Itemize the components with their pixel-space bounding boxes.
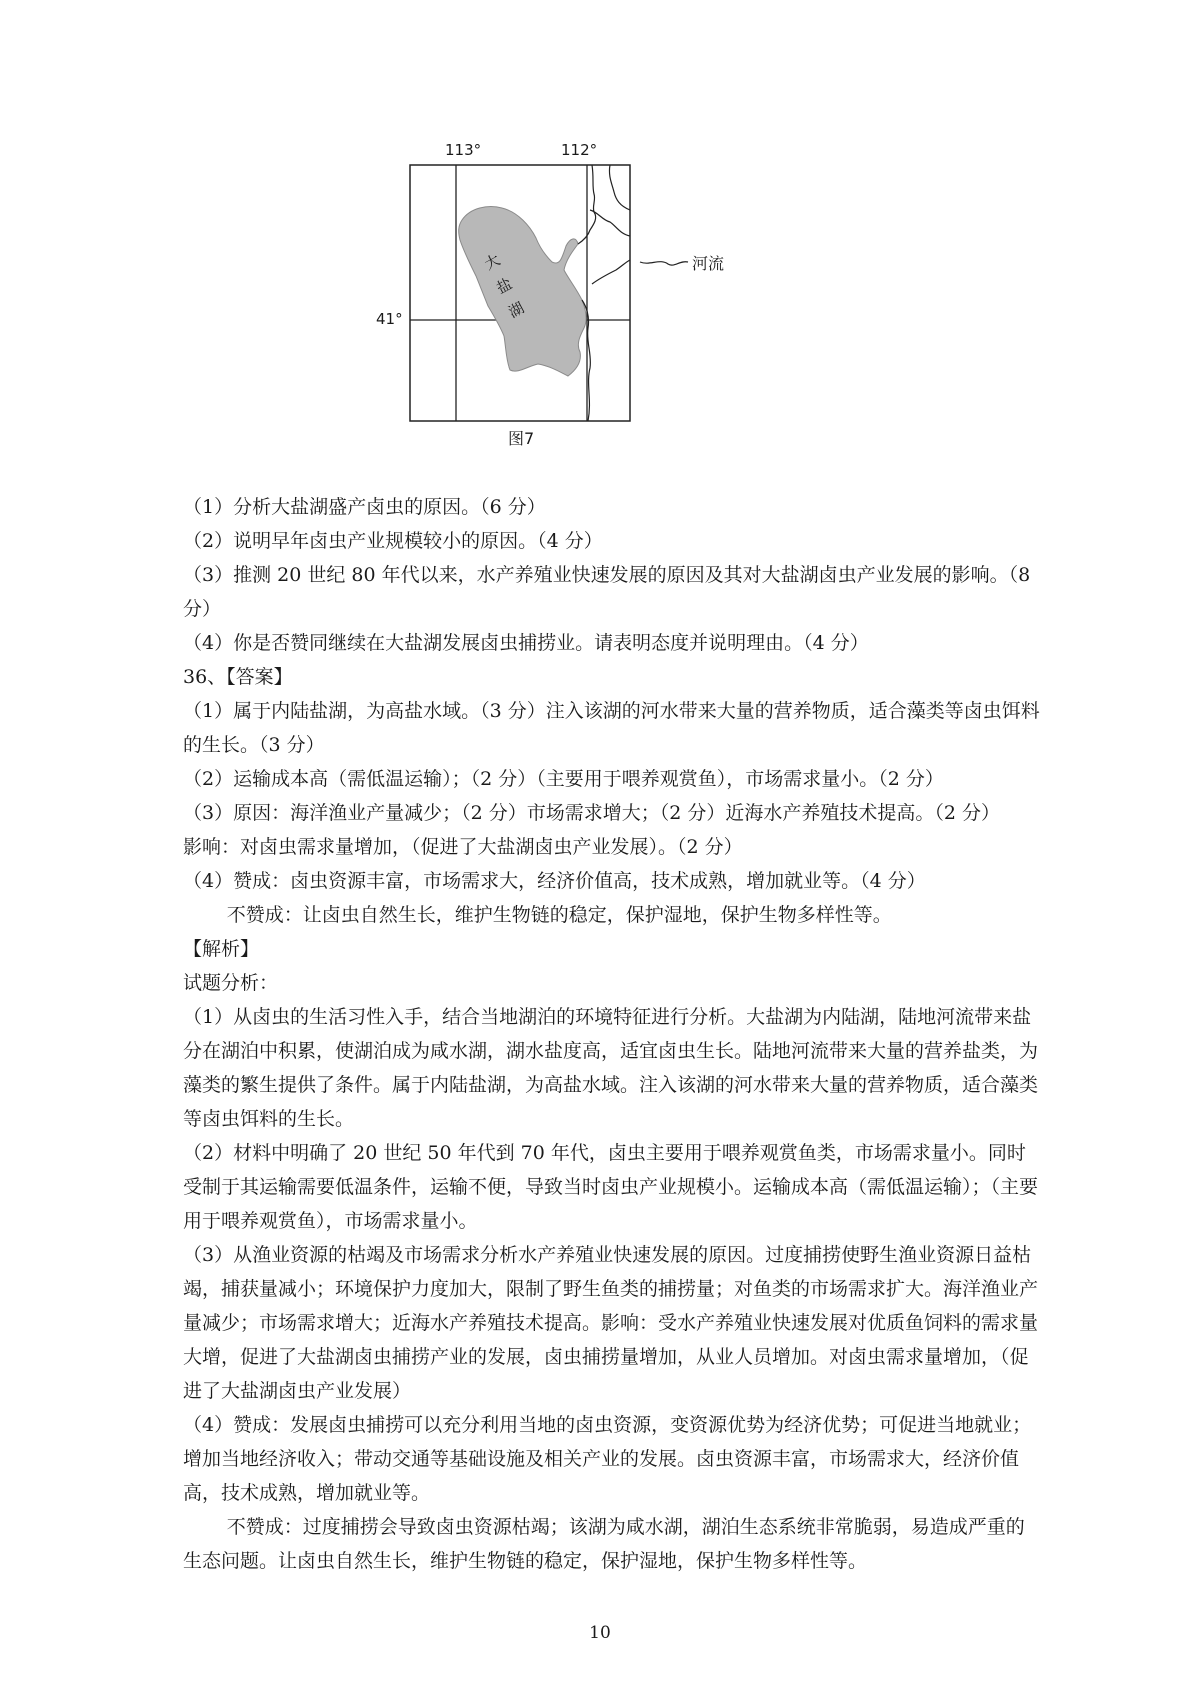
river-legend-label: 河流: [692, 254, 725, 273]
answer-line-3: （3）原因：海洋渔业产量减少；（2 分）市场需求增大；（2 分）近海水产养殖技术提高。（2 分）: [183, 802, 1000, 824]
question-2: （2）说明早年卤虫产业规模较小的原因。（4 分）: [183, 530, 603, 552]
lake-label-char-3: 湖: [505, 298, 528, 322]
analysis-paragraph-4: （4）赞成：发展卤虫捕捞可以充分利用当地的卤虫资源，变资源优势为经济优势；可促进当地就业；增加当地经济收入；带动交通等基础设施及相关产业的发展。卤虫资源丰富，市场需求大，经济价值高，技术成熟，增加就业等。: [183, 1414, 1032, 1504]
latitude-label-41: 41°: [376, 310, 403, 328]
answer-line-6: 不赞成：让卤虫自然生长，维护生物链的稳定，保护湿地，保护生物多样性等。: [226, 904, 892, 926]
great-salt-lake-map: [410, 140, 790, 485]
question-3: （3）推测 20 世纪 80 年代以来，水产养殖业快速发展的原因及其对大盐湖卤虫产业发展的影响。（8 分）: [183, 564, 1031, 620]
answer-line-1: （1）属于内陆盐湖，为高盐水域。（3 分）注入该湖的河水带来大量的营养物质，适合藻类等卤虫饵料的生长。（3 分）: [183, 700, 1040, 756]
great-salt-lake-shape: [459, 207, 586, 377]
page-number: 10: [589, 1623, 611, 1643]
longitude-label-112: 112°: [561, 141, 598, 159]
lake-label-char-2: 盐: [493, 274, 516, 298]
lake-label-char-1: 大: [481, 250, 504, 274]
figure-caption: 图7: [508, 429, 535, 448]
analysis-heading: 【解析】: [183, 938, 260, 960]
question-4: （4）你是否赞同继续在大盐湖发展卤虫捕捞业。请表明态度并说明理由。（4 分）: [183, 632, 869, 654]
answer-line-4: 影响：对卤虫需求量增加，（促进了大盐湖卤虫产业发展）。（2 分）: [183, 836, 743, 858]
analysis-subheading: 试题分析：: [183, 972, 279, 994]
analysis-paragraph-2: （2）材料中明确了 20 世纪 50 年代到 70 年代，卤虫主要用于喂养观赏鱼类，市场需求量小。同时受制于其运输需要低温条件，运输不便，导致当时卤虫产业规模小。运输成本高（需低温运输）；（主要用于喂养观赏鱼），市场需求量小。: [183, 1142, 1039, 1232]
answer-heading: 36、【答案】: [183, 666, 293, 688]
document-body: [183, 490, 1043, 1578]
analysis-paragraph-5: 不赞成：过度捕捞会导致卤虫资源枯竭；该湖为咸水湖，湖泊生态系统非常脆弱，易造成严重的生态问题。让卤虫自然生长，维护生物链的稳定，保护湿地，保护生物多样性等。: [183, 1516, 1025, 1572]
answer-line-2: （2）运输成本高（需低温运输）；（2 分）（主要用于喂养观赏鱼），市场需求量小。（2 分）: [183, 768, 944, 790]
map-figure: [376, 140, 790, 485]
answer-line-5: （4）赞成：卤虫资源丰富，市场需求大，经济价值高，技术成熟，增加就业等。（4 分）: [183, 870, 926, 892]
river-legend-line: [640, 262, 688, 265]
analysis-paragraph-3: （3）从渔业资源的枯竭及市场需求分析水产养殖业快速发展的原因。过度捕捞使野生渔业资源日益枯竭，捕获量减小；环境保护力度加大，限制了野生鱼类的捕捞量；对鱼类的市场需求扩大。海洋渔业产量减少；市场需求增大；近海水产养殖技术提高。影响：受水产养殖业快速发展对优质鱼饲料的需求量大增，促进了大盐湖卤虫捕捞产业的发展，卤虫捕捞量增加，从业人员增加。对卤虫需求量增加，（促进了大盐湖卤虫产业发展）: [183, 1244, 1039, 1402]
question-1: （1）分析大盐湖盛产卤虫的原因。（6 分）: [183, 496, 546, 518]
longitude-label-113: 113°: [445, 141, 482, 159]
analysis-paragraph-1: （1）从卤虫的生活习性入手，结合当地湖泊的环境特征进行分析。大盐湖为内陆湖，陆地河流带来盐分在湖泊中积累，使湖泊成为咸水湖，湖水盐度高，适宜卤虫生长。陆地河流带来大量的营养盐类，为藻类的繁生提供了条件。属于内陆盐湖，为高盐水域。注入该湖的河水带来大量的营养物质，适合藻类等卤虫饵料的生长。: [183, 1006, 1039, 1130]
river-lines: [578, 165, 630, 421]
